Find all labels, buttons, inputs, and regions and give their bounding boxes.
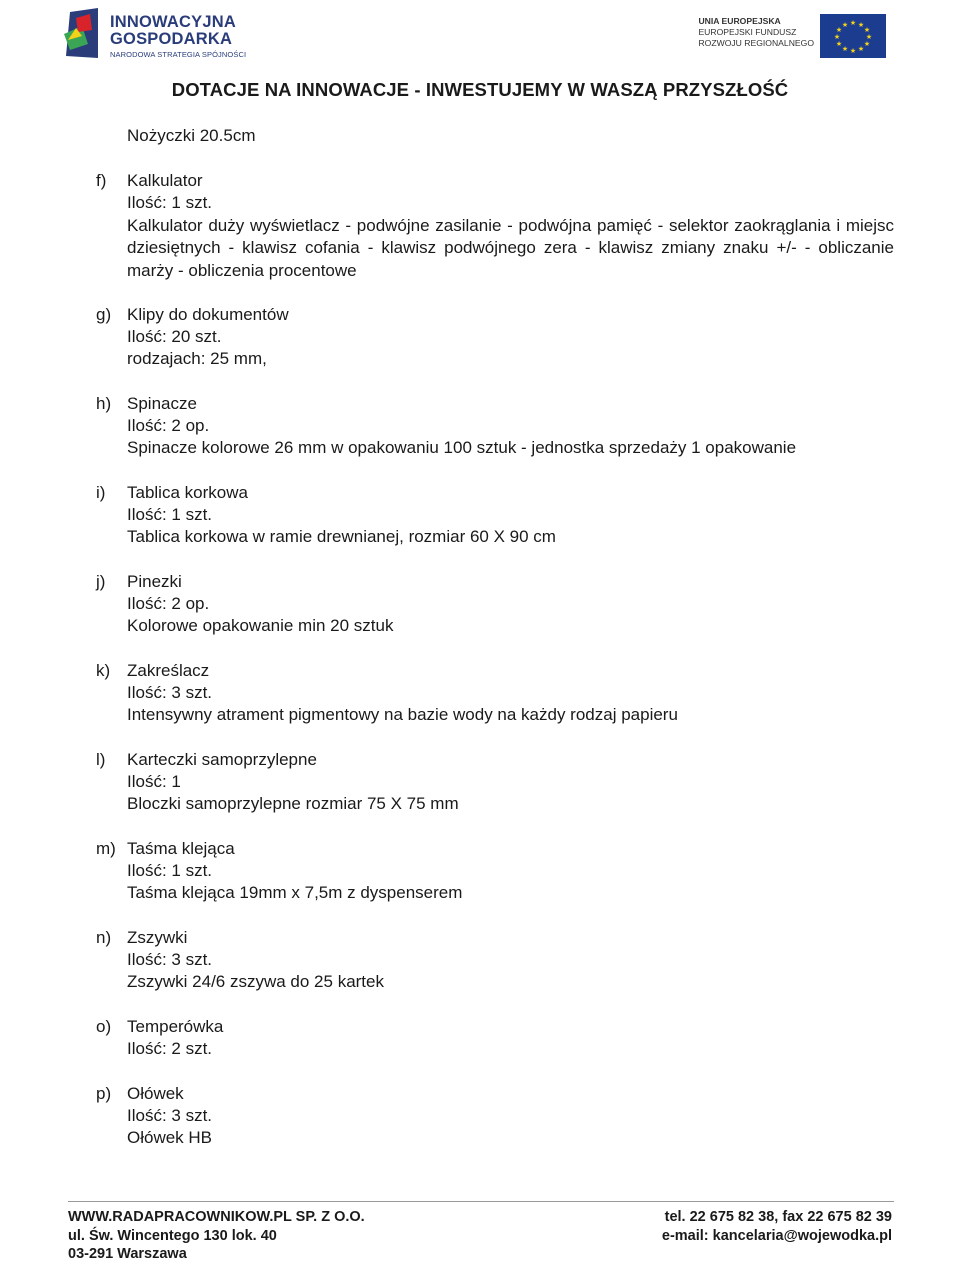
item-quantity: Ilość: 1 szt. xyxy=(127,861,213,880)
footer-divider xyxy=(68,1201,894,1202)
item-marker: k) xyxy=(96,661,111,680)
item-quantity: Ilość: 3 szt. xyxy=(127,1106,213,1125)
item-quantity: Ilość: 2 op. xyxy=(127,416,210,435)
item-marker: p) xyxy=(96,1084,112,1103)
intro-text: Nożyczki 20.5cm xyxy=(127,126,256,145)
svg-text:★: ★ xyxy=(841,45,849,53)
svg-text:★: ★ xyxy=(863,40,871,48)
item-marker: o) xyxy=(96,1017,112,1036)
item-name: Spinacze xyxy=(127,394,197,413)
item-name: Ołówek xyxy=(127,1084,184,1103)
item-name: Tablica korkowa xyxy=(127,483,248,502)
item-quantity: Ilość: 3 szt. xyxy=(127,950,213,969)
footer-address: ul. Św. Wincentego 130 lok. 40 xyxy=(68,1228,277,1244)
item-quantity: Ilość: 1 szt. xyxy=(127,505,213,524)
item-marker: g) xyxy=(96,305,112,324)
item-marker: f) xyxy=(96,171,107,190)
item-name: Karteczki samoprzylepne xyxy=(127,750,317,769)
item-marker: i) xyxy=(96,483,106,502)
logo-subtitle: NARODOWA STRATEGIA SPÓJNOŚCI xyxy=(110,50,247,59)
svg-text:★: ★ xyxy=(849,19,857,27)
item-description: Intensywny atrament pigmentowy na bazie wody na każdy rodzaj papieru xyxy=(127,705,678,724)
item-marker: h) xyxy=(96,394,112,413)
logo-title: INNOWACYJNA GOSPODARKA xyxy=(110,13,236,48)
item-marker: j) xyxy=(96,572,106,591)
svg-text:★: ★ xyxy=(863,26,871,34)
eu-logo-text: UNIA EUROPEJSKA EUROPEJSKI FUNDUSZ ROZWOJU REGIONALNEGO xyxy=(698,16,814,48)
item-name: Temperówka xyxy=(127,1017,224,1036)
item-description: Bloczki samoprzylepne rozmiar 75 X 75 mm xyxy=(127,794,459,813)
item-marker: l) xyxy=(96,750,106,769)
item-quantity: Ilość: 2 op. xyxy=(127,594,210,613)
footer-email: e-mail: kancelaria@wojewodka.pl xyxy=(661,1228,892,1244)
svg-text:★: ★ xyxy=(857,21,865,29)
svg-text:★: ★ xyxy=(835,26,843,34)
item-description: Spinacze kolorowe 26 mm w opakowaniu 100 sztuk - jednostka sprzedaży 1 opakowanie xyxy=(127,438,797,457)
item-quantity: Ilość: 2 szt. xyxy=(127,1039,213,1058)
footer-company: WWW.RADAPRACOWNIKOW.PL SP. Z O.O. xyxy=(68,1209,365,1225)
item-name: Kalkulator xyxy=(127,171,203,190)
item-marker: m) xyxy=(96,839,116,858)
eu-flag-icon xyxy=(820,14,886,58)
item-description: Zszywki 24/6 zszywa do 25 kartek xyxy=(127,972,384,991)
item-name: Pinezki xyxy=(127,572,182,591)
item-name: Klipy do dokumentów xyxy=(127,305,289,324)
item-quantity: Ilość: 3 szt. xyxy=(127,683,213,702)
item-name: Taśma klejąca xyxy=(127,839,235,858)
svg-text:★: ★ xyxy=(857,45,865,53)
innowacyjna-gospodarka-emblem-icon xyxy=(62,6,102,60)
item-description: Kalkulator duży wyświetlacz - podwójne zasilanie - podwójna pamięć - selektor zaokrąglania i miejsc dziesiętnych - klawisz cofania - klawisz podwójnego zera - klawisz zmiany znaku +/- - obliczanie marży - obliczenia procentowe xyxy=(127,216,894,280)
innowacyjna-gospodarka-logo xyxy=(62,4,247,62)
item-description: Ołówek HB xyxy=(127,1128,213,1147)
item-name: Zszywki xyxy=(127,928,188,947)
svg-text:★: ★ xyxy=(833,33,841,41)
eu-logo xyxy=(700,14,890,60)
svg-text:★: ★ xyxy=(841,21,849,29)
item-marker: n) xyxy=(96,928,112,947)
item-description: Tablica korkowa w ramie drewnianej, rozmiar 60 X 90 cm xyxy=(127,527,556,546)
item-quantity: Ilość: 1 xyxy=(127,772,181,791)
footer-city: 03-291 Warszawa xyxy=(68,1246,187,1262)
item-name: Zakreślacz xyxy=(127,661,210,680)
svg-text:★: ★ xyxy=(865,33,873,41)
item-quantity: Ilość: 20 szt. xyxy=(127,327,222,346)
svg-text:★: ★ xyxy=(835,40,843,48)
item-quantity: Ilość: 1 szt. xyxy=(127,193,213,212)
svg-text:★: ★ xyxy=(849,47,857,55)
header-slogan: DOTACJE NA INNOWACJE - INWESTUJEMY W WASZĄ PRZYSZŁOŚĆ xyxy=(171,79,789,100)
item-description: Taśma klejąca 19mm x 7,5m z dyspenserem xyxy=(127,883,463,902)
footer-phone: tel. 22 675 82 38, fax 22 675 82 39 xyxy=(664,1209,892,1225)
item-description: Kolorowe opakowanie min 20 sztuk xyxy=(127,616,394,635)
item-description: rodzajach: 25 mm, xyxy=(127,349,267,368)
